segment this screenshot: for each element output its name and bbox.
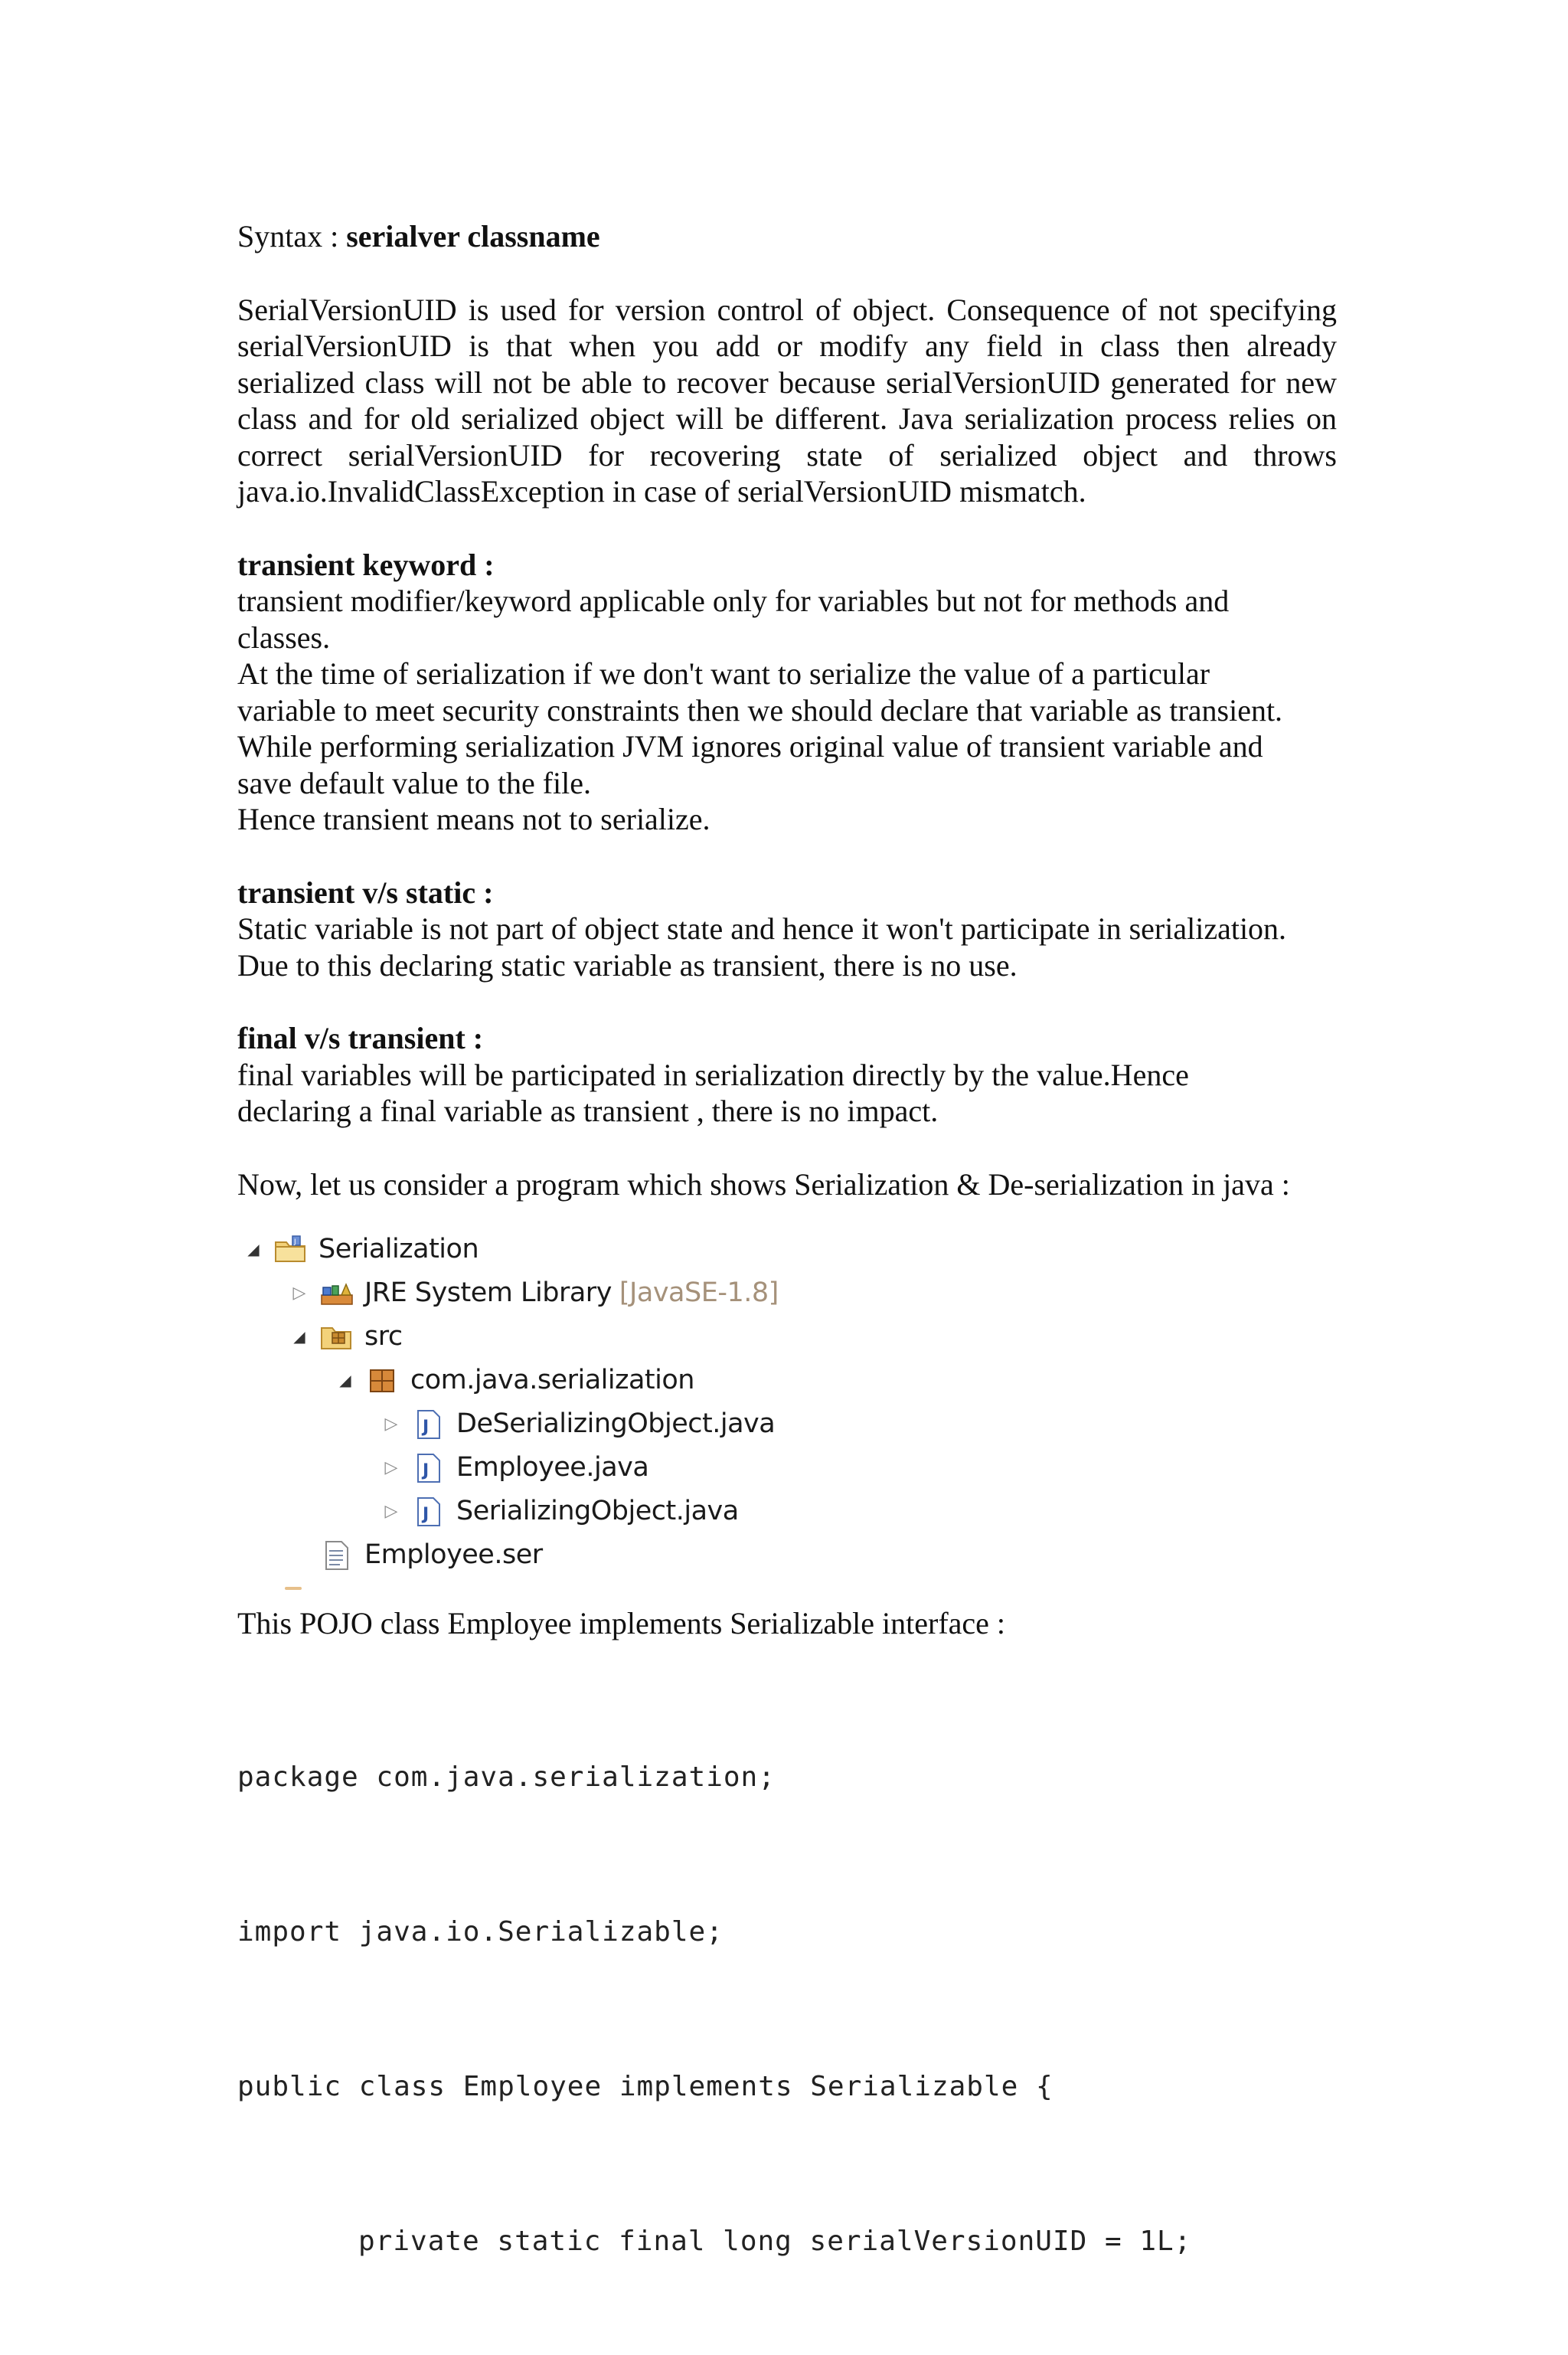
pojo-intro: This POJO class Employee implements Serializable interface : <box>237 1606 1006 1640</box>
code-line-package: package com.java.serialization; <box>237 1761 776 1793</box>
transient-line-1: transient modifier/keyword applicable only for variables but not for methods and <box>237 584 1230 618</box>
code-listing <box>237 1663 1337 2355</box>
tree-node-jre-library[interactable] <box>288 1272 779 1315</box>
src-label: src <box>364 1321 403 1352</box>
expanded-arrow-icon[interactable]: ◢ <box>293 1327 305 1346</box>
jre-library-label: JRE System Library <box>364 1277 612 1309</box>
tree-node-file-deserializing[interactable] <box>380 1403 775 1446</box>
transient-line-3: At the time of serialization if we don't want to serialize the value of a particular <box>237 656 1210 691</box>
tree-node-package[interactable] <box>334 1359 694 1402</box>
project-name: Serialization <box>318 1234 479 1265</box>
syntax-line <box>237 218 1337 255</box>
svg-text:J: J <box>423 1461 430 1480</box>
collapsed-arrow-icon[interactable]: ▷ <box>292 1284 306 1303</box>
transient-vs-static-line-2: Due to this declaring static variable as transient, there is no use. <box>237 947 1018 983</box>
ser-file-label: Employee.ser <box>364 1539 543 1571</box>
expanded-arrow-icon[interactable]: ◢ <box>247 1240 260 1259</box>
jre-version-label: [JavaSE-1.8] <box>619 1277 779 1309</box>
syntax-label: Syntax : <box>237 219 347 253</box>
code-line-serialversionuid: private static final long serialVersionUID = 1L; <box>358 2225 1192 2257</box>
tree-node-file-serializing[interactable] <box>380 1490 739 1533</box>
package-label: com.java.serialization <box>410 1365 694 1396</box>
tree-node-ser-file[interactable] <box>311 1534 543 1577</box>
expanded-arrow-icon[interactable]: ◢ <box>339 1371 351 1390</box>
svg-text:J: J <box>294 1238 296 1246</box>
file-label: Employee.java <box>456 1452 649 1483</box>
project-explorer-tree <box>237 1228 819 1595</box>
java-file-icon <box>412 1453 446 1483</box>
file-label: DeSerializingObject.java <box>456 1408 776 1440</box>
collapsed-arrow-icon[interactable]: ▷ <box>384 1415 398 1434</box>
file-label: SerializingObject.java <box>456 1496 739 1527</box>
tree-node-src[interactable] <box>288 1316 403 1359</box>
transient-vs-static-heading: transient v/s static : <box>237 875 494 910</box>
svg-text:J: J <box>423 1505 430 1524</box>
tree-node-project[interactable] <box>242 1228 479 1271</box>
page-content <box>237 218 1337 2355</box>
java-file-icon <box>412 1496 446 1527</box>
package-icon <box>366 1366 400 1396</box>
final-vs-transient-heading: final v/s transient : <box>237 1021 484 1055</box>
code-line-class: public class Employee implements Serializable { <box>237 2070 1054 2102</box>
final-vs-transient-line-1: final variables will be participated in serialization directly by the value.Hence <box>237 1057 1189 1092</box>
java-file-icon <box>412 1409 446 1440</box>
source-folder-icon <box>320 1322 354 1352</box>
code-line-import: import java.io.Serializable; <box>237 1915 724 1948</box>
project-folder-icon <box>274 1235 308 1265</box>
tree-node-file-employee[interactable] <box>380 1447 648 1490</box>
transient-line-4: variable to meet security constraints then we should declare that variable as transient. <box>237 692 1283 728</box>
transient-line-5: While performing serialization JVM ignores original value of transient variable and <box>237 729 1263 764</box>
transient-line-6: save default value to the file. <box>237 765 592 800</box>
collapsed-arrow-icon[interactable]: ▷ <box>384 1458 398 1478</box>
scroll-fade-mark <box>285 1587 302 1590</box>
collapsed-arrow-icon[interactable]: ▷ <box>384 1502 398 1522</box>
transient-line-2: classes. <box>237 620 331 655</box>
svg-text:J: J <box>423 1418 430 1437</box>
program-intro: Now, let us consider a program which shows Serialization & De-serialization in java : <box>237 1166 1290 1202</box>
serialversionuid-paragraph: SerialVersionUID is used for version control of object. Consequence of not specifying serialVersionUID is that when you add or modify any field in class then already serialized class will not be able to recover because serialVersionUID generated for new class and for old serialized object will be different. Java serialization process relies on correct serialVersionUID for recovering state of serialized object and throws java.io.InvalidClassException in case of serialVersionUID mismatch. <box>237 292 1337 509</box>
transient-line-7: Hence transient means not to serialize. <box>237 802 710 836</box>
final-vs-transient-line-2: declaring a final variable as transient , there is no impact. <box>237 1094 939 1128</box>
text-file-icon <box>320 1540 354 1571</box>
transient-keyword-heading: transient keyword : <box>237 547 495 582</box>
syntax-command: serialver classname <box>346 219 600 253</box>
transient-vs-static-line-1: Static variable is not part of object state and hence it won't participate in serialization. <box>237 911 1287 946</box>
library-books-icon <box>320 1278 354 1309</box>
